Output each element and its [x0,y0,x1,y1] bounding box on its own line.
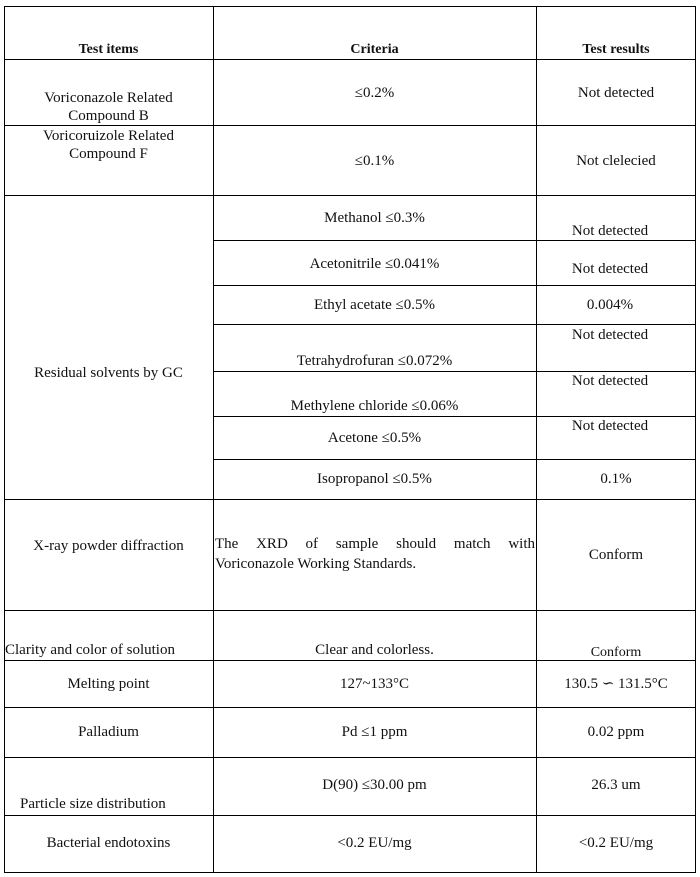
result-methanol: Not detected [571,223,649,239]
item-residual-solvents: Residual solvents by GC [34,365,183,381]
criteria-particle-size: D(90) ≤30.00 pm [322,777,427,793]
criteria-acetonitrile: Acetonitrile ≤0.041% [309,256,440,272]
row-divider [4,499,696,500]
result-palladium: 0.02 ppm [587,724,645,740]
item-related-compound-f-line1: Voricoruizole Related [43,128,174,144]
result-ethyl-acetate: 0.004% [586,297,634,313]
row-divider [4,815,696,816]
criteria-bacterial-endotoxins: <0.2 EU/mg [337,835,412,851]
row-divider [213,324,696,325]
result-related-compound-f: Not clelecied [576,153,656,169]
criteria-acetone: Acetone ≤0.5% [327,430,422,446]
item-clarity-color: Clarity and color of solution [5,642,175,658]
result-acetone: Not detected [571,418,649,434]
result-acetonitrile: Not detected [571,261,649,277]
result-particle-size: 26.3 um [591,777,641,793]
row-divider [4,757,696,758]
criteria-methanol: Methanol ≤0.3% [324,210,425,226]
table-border-top [4,6,696,7]
criteria-xrd-line1: The XRD of sample should match with [215,536,535,552]
criteria-related-compound-f: ≤0.1% [354,153,395,169]
criteria-xrd-line2: Voriconazole Working Standards. [215,556,417,572]
table-border-right [695,6,696,873]
criteria-methylene-chloride: Methylene chloride ≤0.06% [290,398,459,414]
result-tetrahydrofuran: Not detected [571,327,649,343]
item-melting-point: Melting point [67,676,150,692]
row-divider [213,459,696,460]
result-clarity-color: Conform [590,645,642,660]
header-criteria: Criteria [350,42,399,57]
item-related-compound-b-line2: Compound B [68,108,149,124]
item-particle-size: Particle size distribution [20,796,166,812]
result-melting-point: 130.5 ∽ 131.5°C [564,676,668,692]
row-divider [4,707,696,708]
result-xrd: Conform [588,547,644,563]
result-bacterial-endotoxins: <0.2 EU/mg [578,835,654,851]
criteria-ethyl-acetate: Ethyl acetate ≤0.5% [313,297,436,313]
item-related-compound-b-line1: Voriconazole Related [44,90,173,106]
row-divider [213,285,696,286]
result-related-compound-b: Not detected [577,85,655,101]
row-divider [4,59,696,60]
item-palladium: Palladium [78,724,139,740]
criteria-tetrahydrofuran: Tetrahydrofuran ≤0.072% [296,353,453,369]
item-bacterial-endotoxins: Bacterial endotoxins [46,835,171,851]
row-divider [4,610,696,611]
criteria-palladium: Pd ≤1 ppm [341,724,408,740]
item-related-compound-f-line2: Compound F [69,146,148,162]
criteria-related-compound-b: ≤0.2% [354,85,395,101]
criteria-clarity-color: Clear and colorless. [315,642,434,658]
criteria-melting-point: 127~133°C [339,676,410,692]
column-divider [536,6,537,873]
result-methylene-chloride: Not detected [571,373,649,389]
criteria-isopropanol: Isopropanol ≤0.5% [317,471,432,487]
table-border-bottom [4,872,696,873]
header-test-items: Test items [78,42,139,57]
row-divider [4,195,696,196]
item-xray-powder-diffraction: X-ray powder diffraction [33,538,184,554]
header-test-results: Test results [582,42,650,57]
result-isopropanol: 0.1% [600,471,632,487]
